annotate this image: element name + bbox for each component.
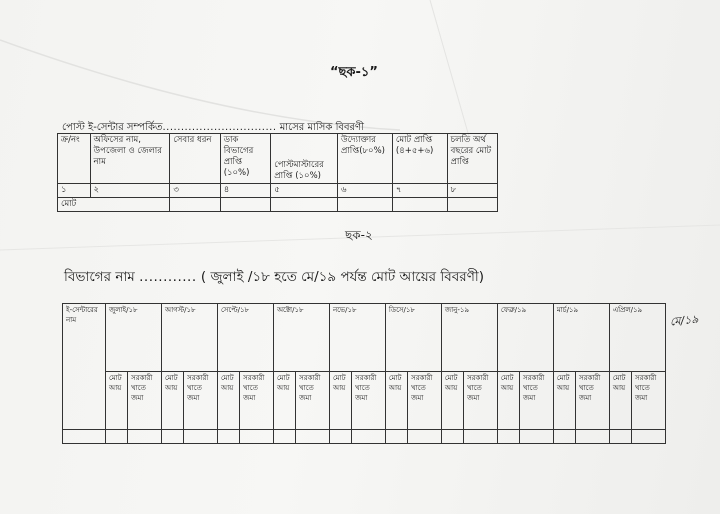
form2-sub-total-header: মোট আয় xyxy=(385,372,407,430)
form2-heading-prefix: বিভাগের নাম xyxy=(64,269,135,285)
form1-number-cell: ৬ xyxy=(338,184,393,198)
form1-empty-cell xyxy=(220,198,271,212)
form2-sub-total-header: মোট আয় xyxy=(497,372,519,430)
form2-empty-cell xyxy=(106,430,128,444)
form2-sub-total-header: মোট আয় xyxy=(161,372,183,430)
form2-empty-cell xyxy=(240,430,274,444)
form1-title: “ছক-১” xyxy=(330,65,378,80)
form2-month-header: জানু-১৯ xyxy=(441,304,497,372)
form1-header-row xyxy=(58,134,498,184)
form2-month-header: মার্চ/১৯ xyxy=(553,304,609,372)
form2-data-row xyxy=(63,430,666,444)
form1-header-total: মোট প্রাপ্তি (৪+৫+৬) xyxy=(392,134,447,184)
form2-month-header: ফেব্রু/১৯ xyxy=(497,304,553,372)
form2-sub-total-header: মোট আয় xyxy=(441,372,463,430)
form2-empty-cell xyxy=(329,430,351,444)
form2-sub-total-header: মোট আয় xyxy=(609,372,631,430)
form2-sub-total-header: মোট আয় xyxy=(106,372,128,430)
form1-header-postmaster: পোস্টমাস্টারের প্রাপ্তি (১০%) xyxy=(271,134,338,184)
form2-sub-total-header: মোট আয় xyxy=(217,372,239,430)
form2-month-header: ডিসে/১৮ xyxy=(385,304,441,372)
form2-month-header: আগস্ট/১৮ xyxy=(161,304,217,372)
form2-sub-govt-header: সরকারী খাতে জমা xyxy=(632,372,666,430)
handwritten-note: মে/১৯ xyxy=(669,312,700,329)
form2-header-ecenter: ই-সেন্টারের নাম xyxy=(63,304,106,430)
form1-number-cell: ৩ xyxy=(170,184,220,198)
form2-empty-cell xyxy=(217,430,239,444)
form2-sub-govt-header: সরকারী খাতে জমা xyxy=(128,372,162,430)
form1-heading-suffix: মাসের মাসিক বিবরণী xyxy=(279,122,364,133)
form2-sub-govt-header: সরকারী খাতে জমা xyxy=(408,372,442,430)
form2-sub-govt-header: সরকারী খাতে জমা xyxy=(520,372,554,430)
form2-sub-row xyxy=(63,372,666,430)
form2-heading-dots: ............ xyxy=(139,269,197,285)
form2-heading-suffix: ( জুলাই /১৮ হতে মে/১৯ পর্যন্ত মোট আয়ের বিবরণী) xyxy=(200,269,484,285)
form2-empty-cell xyxy=(441,430,463,444)
form2-month-header: অক্টো/১৮ xyxy=(273,304,329,372)
form2-month-row xyxy=(63,304,666,372)
form2-empty-cell xyxy=(273,430,295,444)
form1-number-row xyxy=(58,184,498,198)
form2-empty-cell xyxy=(352,430,386,444)
form1-header-fiscal-year: চলতি অর্থ বছরের মোট প্রাপ্তি xyxy=(447,134,497,184)
form1-number-cell: ৮ xyxy=(447,184,497,198)
form1-header-serial: ক্র/নং xyxy=(58,134,91,184)
form1-total-label: মোট xyxy=(58,198,170,212)
form2-empty-cell xyxy=(161,430,183,444)
form1-number-cell: ৭ xyxy=(392,184,447,198)
form1-empty-cell xyxy=(447,198,497,212)
form1-empty-cell xyxy=(338,198,393,212)
form2-empty-cell xyxy=(63,430,106,444)
form2-empty-cell xyxy=(184,430,218,444)
form1-header-postal: ডাক বিভাগের প্রাপ্তি (১০%) xyxy=(220,134,271,184)
form2-sub-govt-header: সরকারী খাতে জমা xyxy=(352,372,386,430)
form2-sub-govt-header: সরকারী খাতে জমা xyxy=(296,372,330,430)
form2-sub-govt-header: সরকারী খাতে জমা xyxy=(184,372,218,430)
form2-sub-govt-header: সরকারী খাতে জমা xyxy=(464,372,498,430)
form1-heading-dots: ............................... xyxy=(162,122,277,133)
form2-empty-cell xyxy=(408,430,442,444)
form2-month-header: এপ্রিল/১৯ xyxy=(609,304,665,372)
form2-sub-total-header: মোট আয় xyxy=(329,372,351,430)
form2-sub-total-header: মোট আয় xyxy=(553,372,575,430)
form2-empty-cell xyxy=(520,430,554,444)
form2-empty-cell xyxy=(296,430,330,444)
form1-header-service: সেবার ধরন xyxy=(170,134,220,184)
form1-heading-prefix: পোস্ট ই-সেন্টার সম্পর্কিত xyxy=(62,122,163,133)
form1-number-cell: ৪ xyxy=(220,184,271,198)
form2-month-header: সেপ্টে/১৮ xyxy=(217,304,273,372)
form1-total-row xyxy=(58,198,498,212)
form1-empty-cell xyxy=(271,198,338,212)
form2-month-header: নভে/১৮ xyxy=(329,304,385,372)
form1-header-office: অফিসের নাম, উপজেলা ও জেলার নাম xyxy=(90,134,170,184)
form2-heading xyxy=(64,266,484,289)
form2-empty-cell xyxy=(632,430,666,444)
form2-month-header: জুলাই/১৮ xyxy=(106,304,162,372)
form2-sub-total-header: মোট আয় xyxy=(273,372,295,430)
form2-empty-cell xyxy=(497,430,519,444)
form2-sub-govt-header: সরকারী খাতে জমা xyxy=(240,372,274,430)
form2-empty-cell xyxy=(553,430,575,444)
form2-sub-govt-header: সরকারী খাতে জমা xyxy=(576,372,610,430)
form2-empty-cell xyxy=(128,430,162,444)
form1-number-cell: ২ xyxy=(90,184,170,198)
form2-title: ছক-২ xyxy=(345,228,373,242)
form2-empty-cell xyxy=(576,430,610,444)
form2-empty-cell xyxy=(609,430,631,444)
form2-table xyxy=(62,303,666,444)
form1-table xyxy=(57,133,498,212)
form1-number-cell: ৫ xyxy=(271,184,338,198)
form1-empty-cell xyxy=(170,198,220,212)
form2-empty-cell xyxy=(385,430,407,444)
form1-empty-cell xyxy=(392,198,447,212)
form2-empty-cell xyxy=(464,430,498,444)
form1-number-cell: ১ xyxy=(58,184,91,198)
form1-header-entrepreneur: উদ্যোক্তার প্রাপ্তি(৮০%) xyxy=(338,134,393,184)
